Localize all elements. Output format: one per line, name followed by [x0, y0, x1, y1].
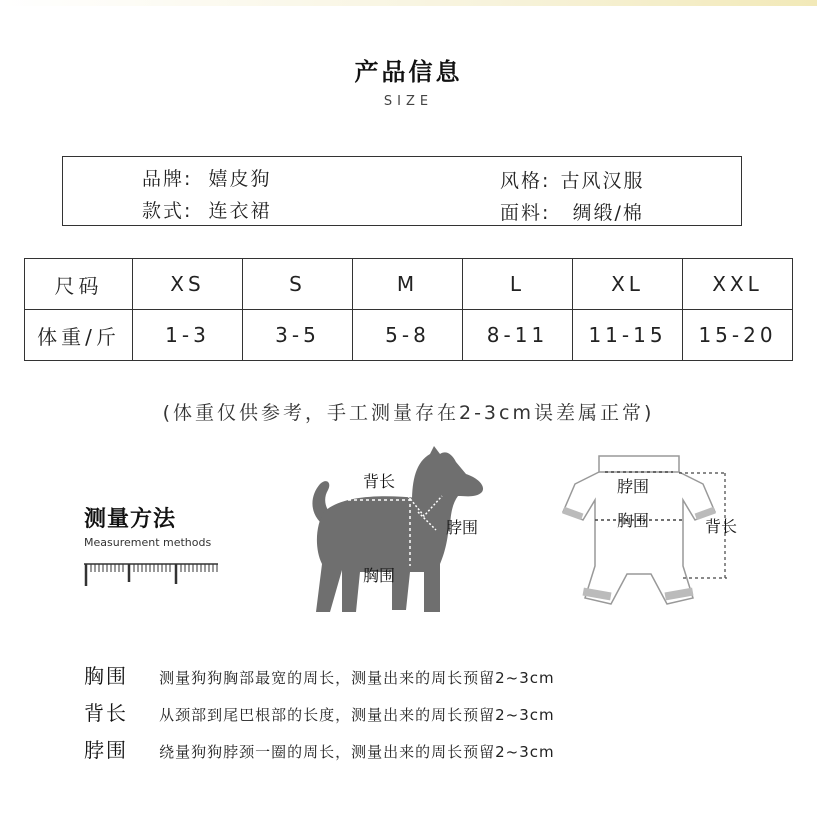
definition-desc: 从颈部到尾巴根部的长度，测量出来的周长预留2~3cm — [159, 706, 555, 724]
dog-measure-diagram — [300, 440, 500, 620]
definition-desc: 测量狗狗胸部最宽的周长，测量出来的周长预留2~3cm — [159, 669, 555, 687]
brand-label: 品牌: — [142, 168, 193, 190]
size-row — [25, 259, 793, 310]
weight-cell-l: 8-11 — [463, 310, 573, 361]
size-row-header: 尺码 — [25, 259, 133, 310]
fabric-value: 绸缎/棉 — [572, 202, 644, 224]
size-cell-xl: XL — [573, 259, 683, 310]
type-label: 款式: — [142, 200, 193, 222]
garment-label-neck: 脖围 — [617, 477, 650, 496]
brand-value: 嬉皮狗 — [208, 168, 272, 190]
size-cell-xxl: XXL — [683, 259, 793, 310]
definition-row — [84, 660, 555, 689]
style-value: 古风汉服 — [560, 170, 645, 192]
dog-label-chest: 胸围 — [363, 566, 396, 585]
weight-cell-m: 5-8 — [353, 310, 463, 361]
style-label: 风格: — [500, 170, 551, 192]
top-accent-bar — [0, 0, 817, 6]
weight-row — [25, 310, 793, 361]
page-title: 产品信息 — [354, 58, 463, 86]
style-row — [500, 166, 644, 193]
definition-row — [84, 734, 555, 763]
type-row — [142, 196, 271, 223]
size-cell-xs: XS — [133, 259, 243, 310]
fabric-row — [500, 198, 644, 225]
ruler-icon — [84, 560, 224, 588]
definition-desc: 绕量狗狗脖颈一圈的周长，测量出来的周长预留2~3cm — [159, 743, 555, 761]
weight-cell-xl: 11-15 — [573, 310, 683, 361]
definition-term: 脖围 — [84, 738, 128, 762]
definition-term: 胸围 — [84, 664, 128, 688]
weight-cell-xxl: 15-20 — [683, 310, 793, 361]
size-cell-m: M — [353, 259, 463, 310]
garment-label-back: 背长 — [705, 517, 738, 536]
measure-subtitle: Measurement methods — [84, 536, 212, 549]
size-table — [24, 258, 793, 361]
definition-term: 背长 — [84, 701, 128, 725]
dog-label-back: 背长 — [363, 472, 396, 491]
garment-label-chest: 胸围 — [617, 511, 650, 530]
size-cell-s: S — [243, 259, 353, 310]
fabric-label: 面料: — [500, 202, 551, 224]
type-value: 连衣裙 — [208, 200, 272, 222]
page-subtitle: SIZE — [383, 94, 434, 109]
weight-cell-s: 3-5 — [243, 310, 353, 361]
weight-note: (体重仅供参考，手工测量存在2-3cm误差属正常) — [162, 402, 655, 424]
brand-row — [142, 164, 271, 191]
size-cell-l: L — [463, 259, 573, 310]
definition-row — [84, 697, 555, 726]
weight-row-header: 体重/斤 — [25, 310, 133, 361]
garment-measure-diagram — [555, 450, 755, 620]
measure-title: 测量方法 — [84, 507, 177, 532]
weight-cell-xs: 1-3 — [133, 310, 243, 361]
dog-label-neck: 脖围 — [446, 518, 479, 537]
